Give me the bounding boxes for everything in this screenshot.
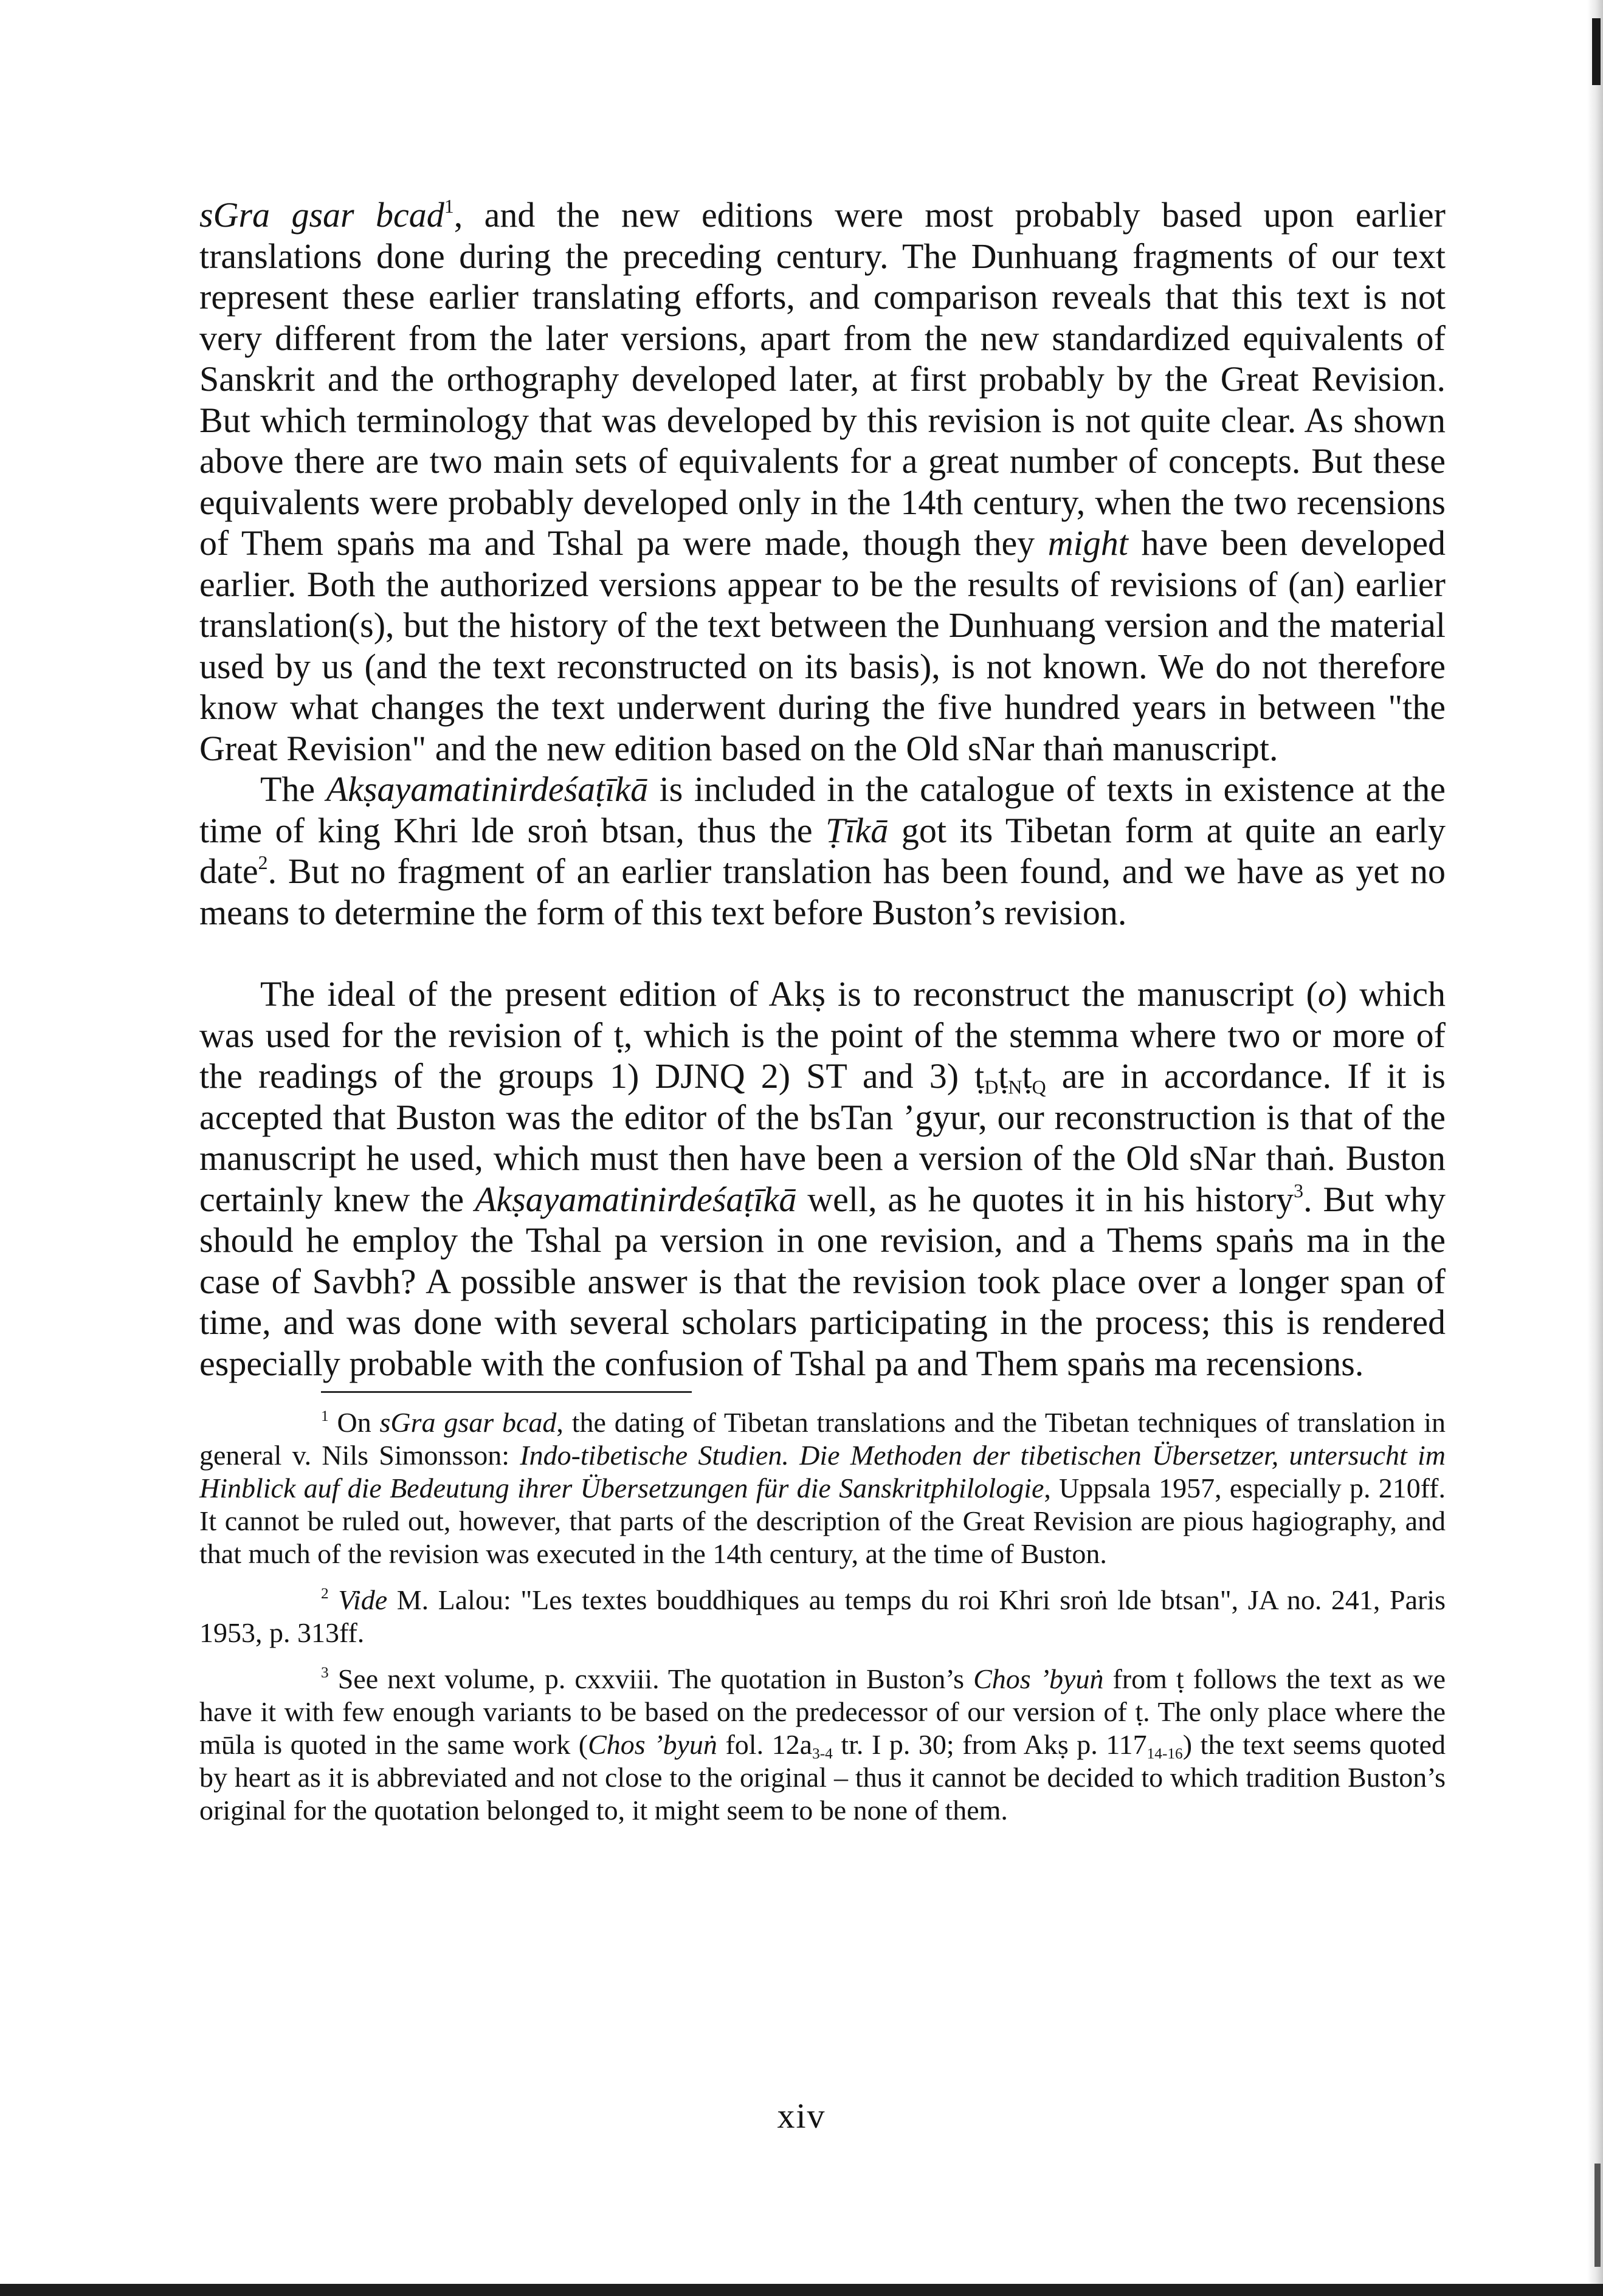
footnote-divider (321, 1391, 692, 1393)
paragraph-2: The Akṣayamatinirdeśaṭīkā is included in the catalogue of texts in existence at the time of king Khri lde sroṅ btsan, thus the Ṭīkā got its Tibetan form at quite an early date$^2$. But no fragment of an earlier translation has been found, and we have as yet no means to determine the form of this text before Buston’s revision. (199, 769, 1446, 932)
scan-edge-mark-top (1592, 18, 1601, 85)
main-text (199, 194, 1446, 1384)
scan-edge-mark-bottom (1594, 2164, 1601, 2267)
footnote-2: $^2$ Vide M. Lalou: "Les textes bouddhiques au temps du roi Khri sroṅ lde btsan", JA no. 241, Paris 1953, p. 313ff. (199, 1584, 1446, 1648)
page-number: xiv (777, 2096, 826, 2136)
footnote-ref-1: 1 (444, 196, 454, 218)
page-body (199, 194, 1446, 1827)
footnote-ref-3: 3 (1294, 1180, 1304, 1201)
scan-right-edge (1587, 0, 1603, 2296)
footnote-ref-2: 2 (258, 852, 268, 874)
scan-bottom-edge (0, 2284, 1603, 2296)
footnote-3: $^3$ See next volume, p. cxxviii. The quotation in Buston’s Chos ’byuṅ from ṭ follows the text as we have it with few enough variants to be based on the predecessor of our version of ṭ. The only place where the mūla is quoted in the same work (Chos ’byuṅ fol. $12a_{3-4}$ tr. I p. 30; from Akṣ p. $117_{14-16}$) the text seems quoted by heart as it is abbreviated and not close to the original – thus it cannot be decided to which tradition Buston’s original for the quotation belonged to, it might seem to be none of them. (199, 1663, 1446, 1826)
paragraph-3: The ideal of the present edition of Akṣ is to reconstruct the manuscript (o) which was used for the revision of ṭ, which is the point of the stemma where two or more of the readings of the groups 1) DJNQ 2) ST and 3) ṭ$_D$ṭ$_N$ṭ$_Q$ are in accordance. If it is accepted that Buston was the editor of the bsTan ’gyur, our reconstruction is that of the manuscript he used, which must then have been a version of the Old sNar thaṅ. Buston certainly knew the Akṣayamatinirdeśaṭīkā well, as he quotes it in his history$^3$. But why should he employ the Tshal pa version in one revision, and a Thems spaṅs ma in the case of Savbh? A possible answer is that the revision took place over a longer span of time, and was done with several scholars participating in the process; this is rendered especially probable with the confusion of Tshal pa and Them spaṅs ma recensions. (199, 974, 1446, 1383)
paragraph-1: sGra gsar bcad$^1$, and the new editions were most probably based upon earlier translations done during the preceding century. The Dunhuang fragments of our text represent these earlier translating efforts, and comparison reveals that this text is not very different from the later versions, apart from the new standardized equivalents of Sanskrit and the orthography developed later, at first probably by the Great Revision. But which terminology that was developed by this revision is not quite clear. As shown above there are two main sets of equivalents for a great number of concepts. But these equivalents were probably developed only in the 14th century, when the two recensions of Them spaṅs ma and Tshal pa were made, though they might have been developed earlier. Both the authorized versions appear to be the results of revisions of (an) earlier translation(s), but the history of the text between the Dunhuang version and the material used by us (and the text reconstructed on its basis), is not known. We do not therefore know what changes the text underwent during the five hundred years in between "the Great Revision" and the new edition based on the Old sNar thaṅ manuscript. (199, 195, 1446, 768)
footnote-1: $^1$ On sGra gsar bcad, the dating of Tibetan translations and the Tibetan techniques of translation in general v. Nils Simonsson: Indo-tibetische Studien. Die Methoden der tibetischen Übersetzer, untersucht im Hinblick auf die Bedeutung ihrer Übersetzungen für die Sanskritphilologie, Uppsala 1957, especially p. 210ff. It cannot be ruled out, however, that parts of the description of the Great Revision are pious hagiography, and that much of the revision was executed in the 14th century, at the time of Buston. (199, 1407, 1446, 1569)
footnotes (199, 1406, 1446, 1827)
